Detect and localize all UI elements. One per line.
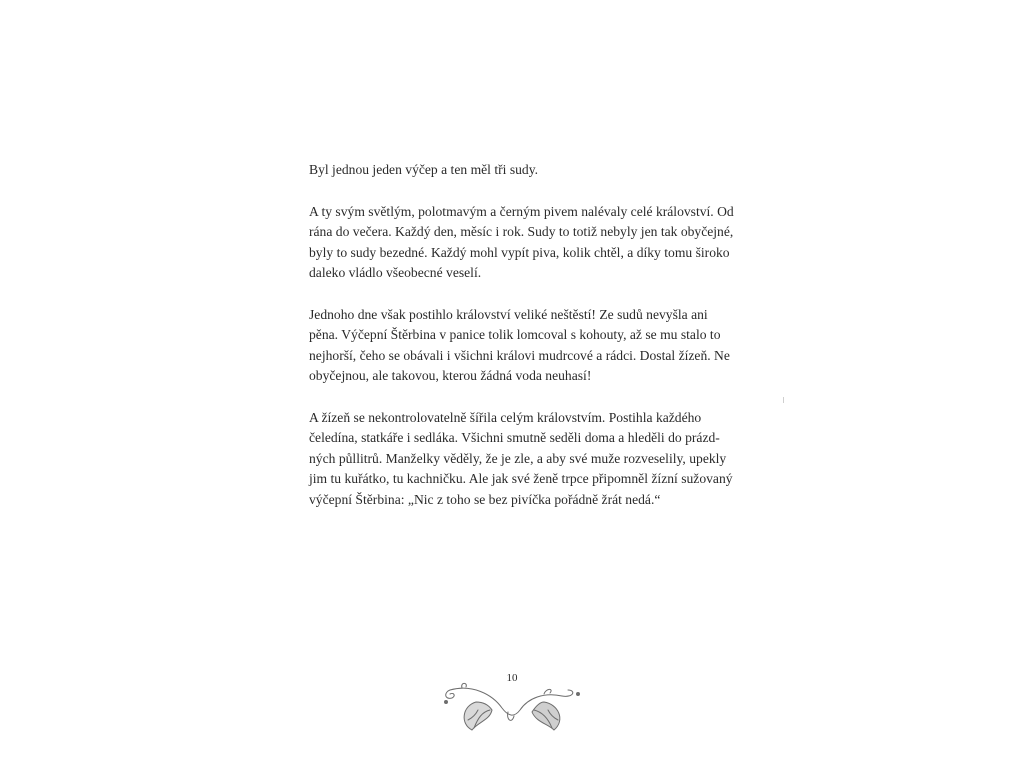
text-line: obyčejnou, ale takovou, kterou žádná voda neuhasí! [309,368,592,383]
paragraph-2 [309,202,734,284]
text-line: rána do večera. Každý den, měsíc i rok. Sudy to totiž nebyly jen tak obyčejné, [309,224,734,239]
paragraph-1 [309,160,729,181]
text-line: A ty svým světlým, polotmavým a černým pivem nalévaly celé království. Od [309,203,734,219]
text-line: jim tu kuřátko, tu kachničku. Ale jak své ženě trpce připomněl žízní sužovaný [309,471,733,486]
text-line: ných půllitrů. Manželky věděly, že je zle, a aby své muže rozveselily, upekly [309,450,727,466]
story-text [309,160,734,531]
text-line: byly to sudy bezedné. Každý mohl vypít piva, kolik chtěl, a díky tomu široko [309,244,730,260]
text-line: čeledína, statkáře i sedláka. Všichni smutně seděli doma a hleděli do prázd- [309,430,720,445]
paragraph-4 [309,408,733,511]
page-number: 10 [506,672,518,684]
text-line: pěna. Výčepní Štěrbina v panice tolik lomcoval s kohouty, až se mu stalo to [309,327,721,342]
page-speck [783,397,784,403]
text-line: A žízeň se nekontrolovatelně šířila celým královstvím. Postihla každého [309,409,702,425]
paragraph-3 [309,305,729,387]
floral-vine-ornament-icon [432,680,592,736]
text-line: Byl jednou jeden výčep a ten měl tři sudy. [309,162,539,177]
text-line: daleko vládlo všeobecné veselí. [309,265,482,280]
text-line: Jednoho dne však postihlo království veliké neštěstí! Ze sudů nevyšla ani [309,306,708,322]
text-line: nejhorší, čeho se obávali i všichni královi mudrcové a rádci. Dostal žízeň. Ne [309,347,730,363]
text-line: výčepní Štěrbina: „Nic z toho se bez pivíčka pořádně žrát nedá.“ [309,491,661,507]
